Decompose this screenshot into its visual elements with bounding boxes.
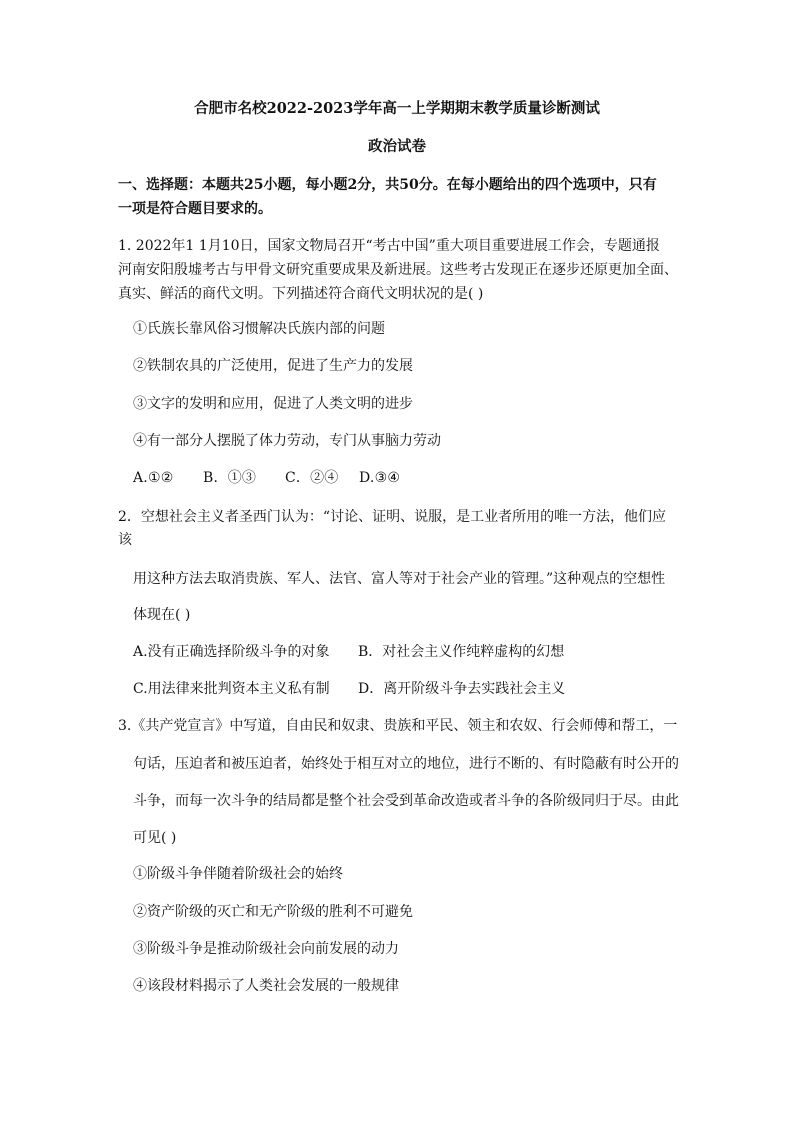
- q1-item-4: ④有一部分人摆脱了体力劳动，专门从事脑力劳动: [133, 433, 441, 449]
- q2-option-d: D．离开阶级斗争去实践社会主义: [358, 681, 566, 697]
- q3-item-2: ②资产阶级的灭亡和无产阶级的胜利不可避免: [133, 904, 413, 920]
- section-heading-line1: 一、选择题：本题共25小题，每小题2分，共50分。在每小题给出的四个选项中，只有: [118, 177, 657, 193]
- q1-option-b: B．①③: [203, 470, 257, 486]
- q1-item-3: ③文字的发明和应用，促进了人类文明的进步: [133, 396, 413, 412]
- q1-stem-line3: 真实、鲜活的商代文明。下列描述符合商代文明状况的是( ): [118, 286, 484, 302]
- q2-stem-line1: 2．空想社会主义者圣西门认为：“讨论、证明、说服，是工业者所用的唯一方法，他们应: [118, 509, 667, 525]
- q2-option-c: C.用法律来批判资本主义私有制: [133, 681, 330, 697]
- q1-item-2: ②铁制农具的广泛使用，促进了生产力的发展: [133, 358, 413, 374]
- q3-stem-line3: 斗争，而每一次斗争的结局都是整个社会受到革命改造或者斗争的各阶级同归于尽。由此: [133, 793, 679, 809]
- q1-stem-line2: 河南安阳殷墟考古与甲骨文研究重要成果及新进展。这些考古发现正在逐步还原更加全面、: [118, 262, 678, 278]
- q3-stem-line4: 可见( ): [133, 830, 177, 846]
- q3-item-4: ④该段材料揭示了人类社会发展的一般规律: [133, 978, 399, 994]
- q2-stem-line2: 该: [118, 532, 132, 548]
- section-heading-line2: 一项是符合题目要求的。: [118, 201, 272, 217]
- q1-option-a: A.①②: [133, 470, 174, 486]
- q2-option-b: B．对社会主义作纯粹虚构的幻想: [358, 644, 565, 660]
- q2-option-a: A.没有正确选择阶级斗争的对象: [133, 644, 330, 660]
- q1-option-d: D.③④: [359, 470, 401, 486]
- q3-stem-line2: 句话，压迫者和被压迫者，始终处于相互对立的地位，进行不断的、有时隐蔽有时公开的: [133, 756, 679, 772]
- exam-subtitle: 政治试卷: [368, 138, 426, 155]
- exam-title: 合肥市名校2022-2023学年高一上学期期末教学质量诊断测试: [194, 100, 600, 117]
- q3-item-1: ①阶级斗争伴随着阶级社会的始终: [133, 866, 343, 882]
- q3-stem-line1: 3.《共产党宣言》中写道，自由民和奴隶、贵族和平民、领主和农奴、行会师傅和帮工，一: [118, 718, 678, 734]
- q3-item-3: ③阶级斗争是推动阶级社会向前发展的动力: [133, 941, 399, 957]
- q1-item-1: ①氏族长靠风俗习惯解决氏族内部的问题: [133, 321, 385, 337]
- q2-stem-line3: 用这种方法去取消贵族、军人、法官、富人等对于社会产业的管理。”这种观点的空想性: [133, 571, 666, 587]
- q1-option-c: C．②④: [285, 470, 339, 486]
- q1-stem-line1: 1. 2022年1 1月10日，国家文物局召开“考古中国”重大项目重要进展工作会，专题通报: [118, 238, 660, 254]
- q2-stem-line4: 体现在( ): [133, 607, 191, 623]
